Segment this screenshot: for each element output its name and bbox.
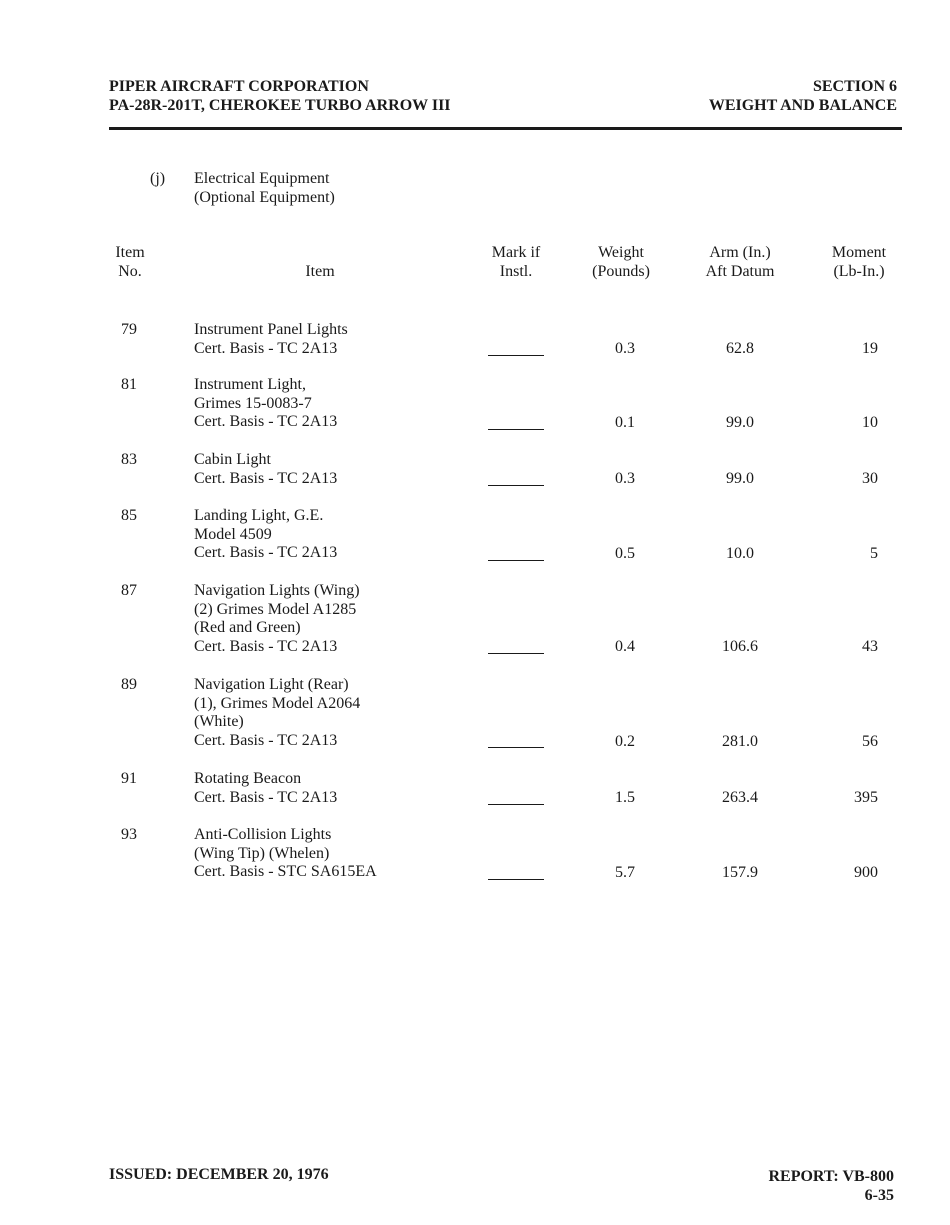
page-number: 6-35 [864, 1187, 894, 1204]
item-arm: 263.4 [722, 789, 758, 806]
item-description-line: (Red and Green) [194, 619, 301, 637]
item-description-line: Anti-Collision Lights [194, 826, 332, 843]
column-header-arm [690, 243, 790, 281]
mark-if-installed-blank[interactable] [488, 355, 544, 356]
item-description-line: Cert. Basis - TC 2A13 [194, 732, 338, 750]
item-description [194, 376, 474, 432]
item-description-line: Landing Light, G.E. [194, 507, 324, 524]
item-description-line: Instrument Light, [194, 376, 306, 393]
item-moment: 43 [862, 638, 878, 655]
item-arm: 62.8 [726, 340, 754, 357]
subsection-label: (j) [150, 170, 166, 187]
column-header-mark-line2: Instl. [499, 263, 533, 280]
item-weight: 1.5 [615, 789, 635, 806]
item-arm: 99.0 [726, 470, 754, 487]
item-number: 79 [121, 321, 137, 338]
column-header-moment-line1: Moment [831, 244, 887, 261]
section-number: SECTION 6 [812, 78, 897, 95]
item-description-line: Grimes 15-0083-7 [194, 394, 312, 412]
item-moment: 30 [862, 470, 878, 487]
section-name: WEIGHT AND BALANCE [708, 97, 897, 114]
item-weight: 0.1 [615, 414, 635, 431]
item-moment: 900 [854, 864, 878, 881]
item-weight: 0.3 [615, 340, 635, 357]
aircraft-model: PA-28R-201T, CHEROKEE TURBO ARROW III [109, 97, 451, 114]
header-left [109, 77, 451, 115]
column-header-moment-line2: (Lb-In.) [833, 263, 885, 280]
mark-if-installed-blank[interactable] [488, 879, 544, 880]
column-header-item-no [104, 243, 156, 281]
mark-if-installed-blank[interactable] [488, 747, 544, 748]
item-arm: 281.0 [722, 733, 758, 750]
mark-if-installed-blank[interactable] [488, 429, 544, 430]
item-weight: 0.2 [615, 733, 635, 750]
column-header-weight-line2: (Pounds) [592, 263, 650, 280]
column-header-moment [818, 243, 900, 281]
report-number: REPORT: VB-800 [768, 1168, 894, 1185]
item-weight: 0.5 [615, 545, 635, 562]
item-description-line: Navigation Light (Rear) [194, 676, 349, 693]
item-moment: 395 [854, 789, 878, 806]
item-description-line: (Wing Tip) (Whelen) [194, 844, 330, 862]
column-header-mark-line1: Mark if [491, 244, 541, 261]
item-description-line: Cabin Light [194, 451, 271, 468]
item-moment: 56 [862, 733, 878, 750]
item-arm: 157.9 [722, 864, 758, 881]
item-number: 93 [121, 826, 137, 843]
subsection-title-line1: Electrical Equipment [194, 170, 330, 187]
mark-if-installed-blank[interactable] [488, 485, 544, 486]
item-description [194, 321, 474, 358]
item-description-line: Cert. Basis - TC 2A13 [194, 788, 338, 806]
mark-if-installed-blank[interactable] [488, 804, 544, 805]
item-description [194, 582, 474, 657]
column-header-item-no-line2: No. [118, 263, 142, 280]
item-number: 91 [121, 770, 137, 787]
item-number: 85 [121, 507, 137, 524]
item-description-line: (2) Grimes Model A1285 [194, 600, 357, 618]
mark-if-installed-blank[interactable] [488, 653, 544, 654]
item-description [194, 676, 474, 751]
header-right [709, 77, 897, 115]
footer-right [768, 1167, 894, 1205]
column-header-item-no-line1: Item [115, 244, 145, 261]
item-number: 83 [121, 451, 137, 468]
item-weight: 0.4 [615, 638, 635, 655]
item-description [194, 826, 474, 882]
item-description-line: (White) [194, 713, 244, 731]
item-number: 87 [121, 582, 137, 599]
item-moment: 10 [862, 414, 878, 431]
item-arm: 106.6 [722, 638, 758, 655]
item-moment: 19 [862, 340, 878, 357]
item-description-line: Cert. Basis - TC 2A13 [194, 339, 338, 357]
item-number: 81 [121, 376, 137, 393]
item-description-line: Cert. Basis - TC 2A13 [194, 638, 338, 656]
item-moment: 5 [870, 545, 878, 562]
item-description-line: (1), Grimes Model A2064 [194, 694, 361, 712]
item-description-line: Navigation Lights (Wing) [194, 582, 360, 599]
subsection-title-line2: (Optional Equipment) [194, 189, 335, 206]
item-description-line: Model 4509 [194, 525, 272, 543]
item-description-line: Cert. Basis - STC SA615EA [194, 863, 377, 881]
item-description-line: Cert. Basis - TC 2A13 [194, 469, 338, 487]
column-header-mark [476, 243, 556, 281]
item-description [194, 507, 474, 563]
item-description [194, 770, 474, 807]
subsection-title [194, 169, 335, 207]
mark-if-installed-blank[interactable] [488, 560, 544, 561]
item-weight: 5.7 [615, 864, 635, 881]
item-weight: 0.3 [615, 470, 635, 487]
column-header-arm-line1: Arm (In.) [709, 244, 771, 261]
item-description-line: Cert. Basis - TC 2A13 [194, 544, 338, 562]
item-description [194, 451, 474, 488]
column-header-weight-line1: Weight [598, 244, 644, 261]
item-description-line: Rotating Beacon [194, 770, 302, 787]
item-arm: 99.0 [726, 414, 754, 431]
column-header-item: Item [305, 263, 335, 280]
item-description-line: Instrument Panel Lights [194, 321, 348, 338]
column-header-arm-line2: Aft Datum [705, 263, 775, 280]
column-header-weight [578, 243, 664, 281]
item-description-line: Cert. Basis - TC 2A13 [194, 413, 338, 431]
item-number: 89 [121, 676, 137, 693]
header-rule [109, 127, 902, 130]
issued-date: ISSUED: DECEMBER 20, 1976 [109, 1166, 329, 1183]
company-name: PIPER AIRCRAFT CORPORATION [109, 78, 369, 95]
item-arm: 10.0 [726, 545, 754, 562]
